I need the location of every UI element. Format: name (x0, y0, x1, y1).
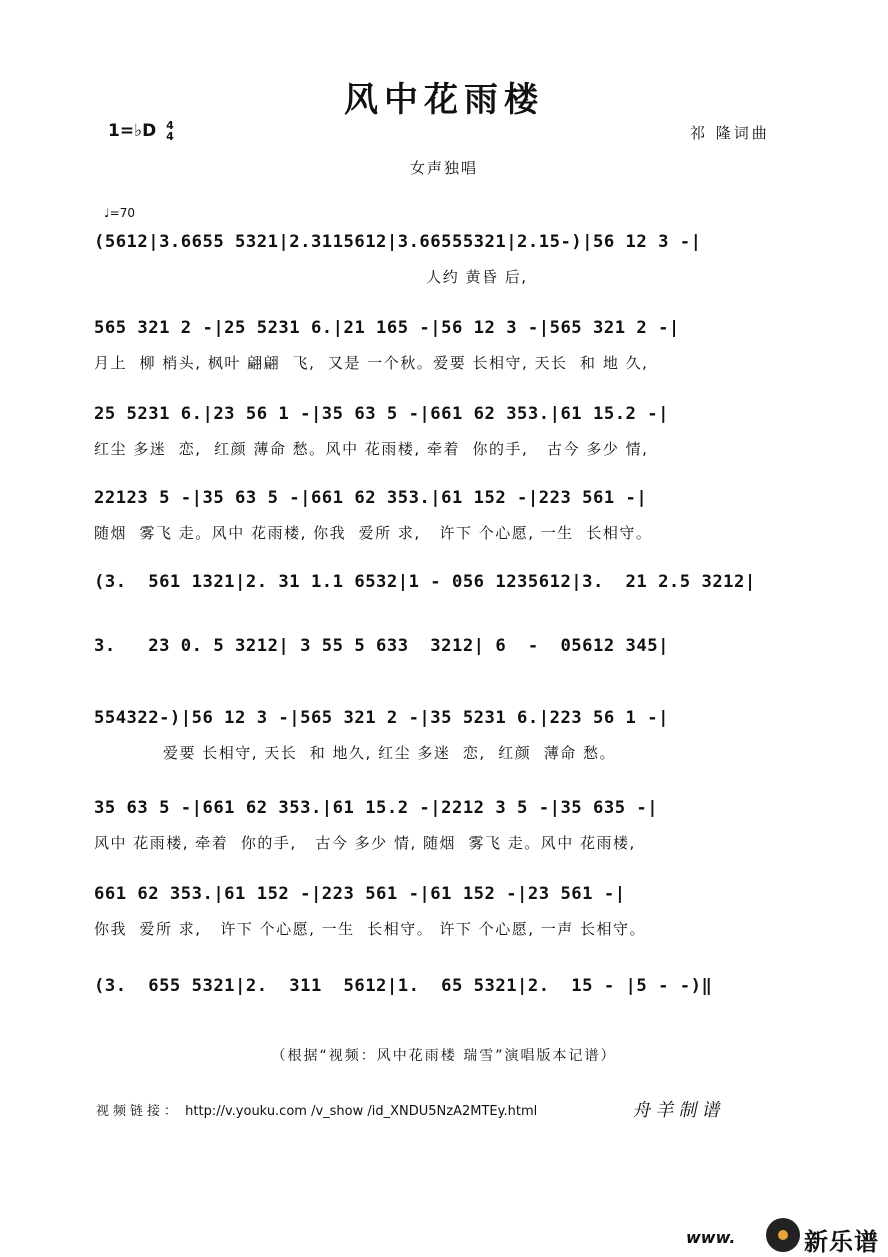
notation-line: 565 321 2 -|25 5231 6.|21 165 -|56 12 3 -|565 321 2 -| (94, 318, 680, 338)
lyric-line: 爱要 长相守, 天长 和 地久, 红尘 多迷 恋, 红颜 薄命 愁。 (94, 744, 617, 762)
site-logo[interactable] (686, 1216, 888, 1257)
notation-line: (5612|3.6655 5321|2.3115612|3.66555321|2.15-)|56 12 3 -| (94, 232, 702, 252)
lyric-line: 人约 黄昏 后, (94, 268, 528, 286)
transcriber-signature: 舟羊制谱 (631, 1100, 728, 1121)
key-label: 1=♭D (108, 121, 157, 141)
notation-line: (3. 655 5321|2. 311 5612|1. 65 5321|2. 15 - |5 - -)‖ (94, 976, 713, 996)
time-top: 4 (166, 119, 174, 132)
notation-line: (3. 561 1321|2. 31 1.1 6532|1 - 056 1235612|3. 21 2.5 3212| (94, 572, 756, 592)
performance-note: 女声独唱 (409, 159, 478, 177)
time-bottom: 4 (166, 130, 174, 143)
lyric-line: 月上 柳 梢头, 枫叶 翩翩 飞, 又是 一个秋。爱要 长相守, 天长 和 地 久, (94, 354, 649, 372)
author-credit: 祁 隆词曲 (690, 124, 770, 142)
logo-www: www. (686, 1228, 736, 1247)
video-link[interactable] (96, 1100, 537, 1119)
lyric-line: 红尘 多迷 恋, 红颜 薄命 愁。风中 花雨楼, 牵着 你的手, 古今 多少 情, (94, 440, 649, 458)
key-signature (108, 120, 174, 142)
video-link-url[interactable]: http://v.youku.com /v_show /id_XNDU5NzA2MTEy.html (185, 1104, 538, 1119)
score-title: 风中花雨楼 (344, 80, 544, 120)
lyric-line: 风中 花雨楼, 牵着 你的手, 古今 多少 情, 随烟 雾飞 走。风中 花雨楼, (94, 834, 636, 852)
source-note: （根据“视频：风中花雨楼 瑞雪”演唱版本记谱） (271, 1048, 617, 1064)
notation-line: 3. 23 0. 5 3212| 3 55 5 633 3212| 6 - 05612 345| (94, 636, 669, 656)
notation-line: 22123 5 -|35 63 5 -|661 62 353.|61 152 -|223 561 -| (94, 488, 648, 508)
logo-text: 新乐谱 (804, 1228, 879, 1256)
notation-line: 25 5231 6.|23 56 1 -|35 63 5 -|661 62 353.|61 15.2 -| (94, 404, 669, 424)
notation-line: 554322-)|56 12 3 -|565 321 2 -|35 5231 6.|223 56 1 -| (94, 708, 669, 728)
video-link-label: 视频链接： (96, 1104, 182, 1119)
notation-line: 661 62 353.|61 152 -|223 561 -|61 152 -|23 561 -| (94, 884, 626, 904)
lyric-line: 你我 爱所 求, 许下 个心愿, 一生 长相守。 许下 个心愿, 一声 长相守。 (94, 920, 647, 938)
lyric-line: 随烟 雾飞 走。风中 花雨楼, 你我 爱所 求, 许下 个心愿, 一生 长相守。 (94, 524, 653, 542)
tempo-marking: ♩=70 (104, 206, 135, 220)
music-disc-icon (766, 1218, 800, 1252)
notation-line: 35 63 5 -|661 62 353.|61 15.2 -|2212 3 5 -|35 635 -| (94, 798, 659, 818)
time-signature (166, 120, 174, 142)
